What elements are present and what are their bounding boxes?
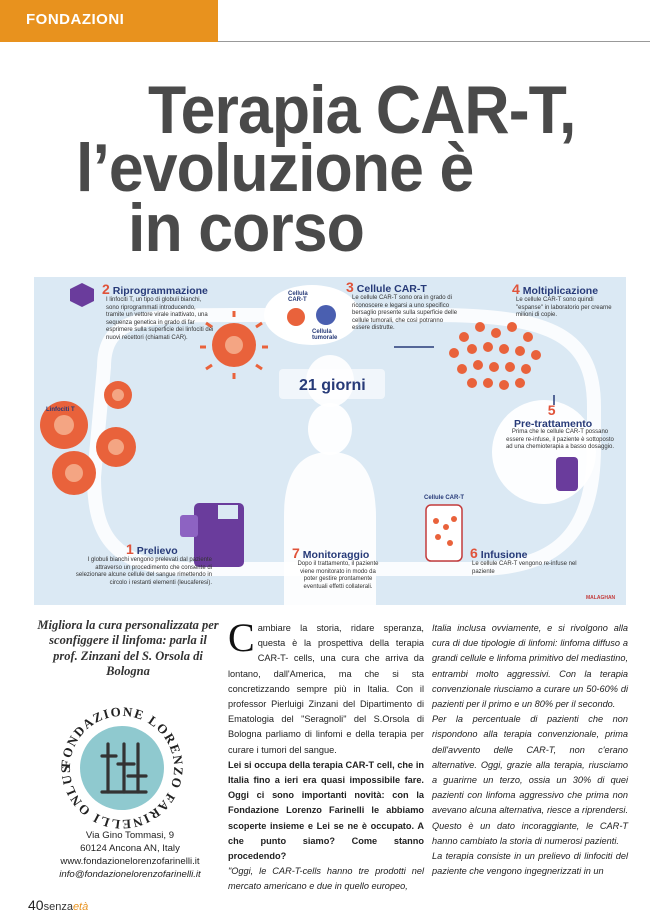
headline-line-2: l’evoluzione è [76,130,474,206]
headline-line-1: Terapia CAR-T, [148,72,576,148]
step-6-text: Le cellule CAR-T vengono re-infuse nel paziente [472,561,577,575]
article-column-1 [228,615,424,895]
step-1-text: I globuli bianchi vengono prelevati dal paziente attraverso un procedimento che consente di selezionare alcune cellule del sangue rimettendo in circolo i restanti elementi (leucaferesi). [75,557,212,586]
days-badge: 21 giorni [299,377,366,394]
answer-paragraph-2: Per la percentuale di pazienti che non rispondono alla terapia convenzionale, prima dell'avvento delle CAR-T, non c'erano alternative. Oggi, grazie alla terapia, riusciamo a guarirne un terzo, ossia un 30% di quei pazienti con linfoma aggressivo che prima non avevano alcuna alternativa, riesce a riprendersi. Questo è un dato incoraggiante, le CAR-T hanno cambiato la storia di numerosi pazienti. [432,714,628,846]
address-city: 60124 Ancona AN, Italy [80,842,180,854]
step-3-title: 3 Cellule CAR-T [346,279,427,295]
car-t-infographic [34,277,626,605]
article-column-2 [432,621,628,879]
step-6-title: 6 Infusione [470,545,528,561]
step-7-text: Dopo il trattamento, il paziente viene monitorato in modo da poter gestire prontamente eventuali effetti collaterali. [297,561,379,590]
logo-ring-text: FONDAZIONE LORENZO FARINELLI ONLUS [58,704,186,832]
address-email[interactable]: info@fondazionelorenzofarinelli.it [59,868,201,880]
page-footer [28,897,88,913]
tumor-bubble-label: Cellula tumorale [312,329,338,341]
step-5-text: Prima che le cellule CAR-T possano essere re-infuse, il paziente è sottoposto ad una chemioterapia a basso dosaggio. [505,429,615,450]
step-4-text: Le cellule CAR-T sono quindi "espanse" in laboratorio per crearne milioni di copie. [516,297,612,318]
step-4-title: 4 Moltiplicazione [512,281,599,297]
foundation-logo-mark [58,704,186,832]
address-street: Via Gino Tommasi, 9 [85,830,175,841]
step-3-text: Le cellule CAR-T sono ora in grado di riconoscere e legarsi a uno specifico bersaglio presente sulla superficie delle cellule tumorali, che così potranno essere distrutte. [352,295,458,331]
answer-start: "Oggi, le CAR-T-cells hanno tre prodotti nel mercato americano e due in quello europeo, [228,866,424,892]
answer-paragraph-3: La terapia consiste in un prelievo di linfociti del paziente che vengono ingegnerizzati in un [432,851,628,877]
foundation-logo [58,704,186,832]
magazine-brand: senzaetà [43,901,89,913]
headline-line-3: in corso [128,190,364,266]
address-website[interactable]: www.fondazionelorenzofarinelli.it [60,855,200,867]
section-divider [218,41,650,42]
step-1-title: 1 Prelievo [126,541,178,557]
dropcap: C [228,615,255,660]
lymph-label: Linfociti T [46,407,75,413]
section-tab [0,0,218,42]
step-2-title: 2 Riprogrammazione [102,281,208,297]
car-t-bubble-label: Cellula CAR-T [288,291,308,303]
bag-label: Cellule CAR-T [424,495,465,501]
article-paragraph-1: Cambiare la storia, ridare speranza, questa è la prospettiva della terapia CAR-T- cells, una cura che arriva da lontano, dall'America, ma che si sta concretizzando sempre più in Italia. Con il professor Pierluigi Zinzani del Dipartimento di Ematologia del "Seragnoli" del S.Orsola di Bologna parliamo di linfomi e della terapia per curare i tumori del sangue. [228,615,424,755]
infographic-credit: MALAGHAN [586,595,616,601]
step-7-title: 7 Monitoraggio [292,545,370,561]
foundation-address [40,830,220,882]
article-intro: Migliora la cura personalizzata per sconfiggere il linfoma: parla il prof. Zinzani del S. Orsola di Bologna [37,618,219,678]
section-label: FONDAZIONI [26,11,125,28]
step-2-text: I linfociti T, un tipo di globuli bianchi, sono riprogrammati introducendo, tramite un vettore virale inattivato, una sequenza genetica in grado di far esprimere sulla superficie dei linfociti dei nuovi recettori (chiamati CAR). [106,297,214,341]
interview-question: Lei si occupa della terapia CAR-T cell, che in Italia fino a ieri era quasi impossibile fare. Oggi ci sono importanti novità: con la Fondazione Lorenzo Farinelli le abbiamo scoperte insieme e Lei se ne è occupato. A che punto siamo? Come stanno procedendo? [228,759,424,862]
answer-paragraph-1: Italia inclusa ovviamente, e si rivolgono alla cura di due tipologie di linfomi: linfoma diffuso a grandi cellule e linfoma primitivo del mediastino, entrambi molto aggressivi. Con la terapia convenzionale riusciamo a curare un 50-60% di pazienti per il primo e un 80% per il secondo. [432,623,628,710]
step-5-title: 5 Pre-trattamento [514,402,593,430]
page-number: 40 [28,897,44,913]
